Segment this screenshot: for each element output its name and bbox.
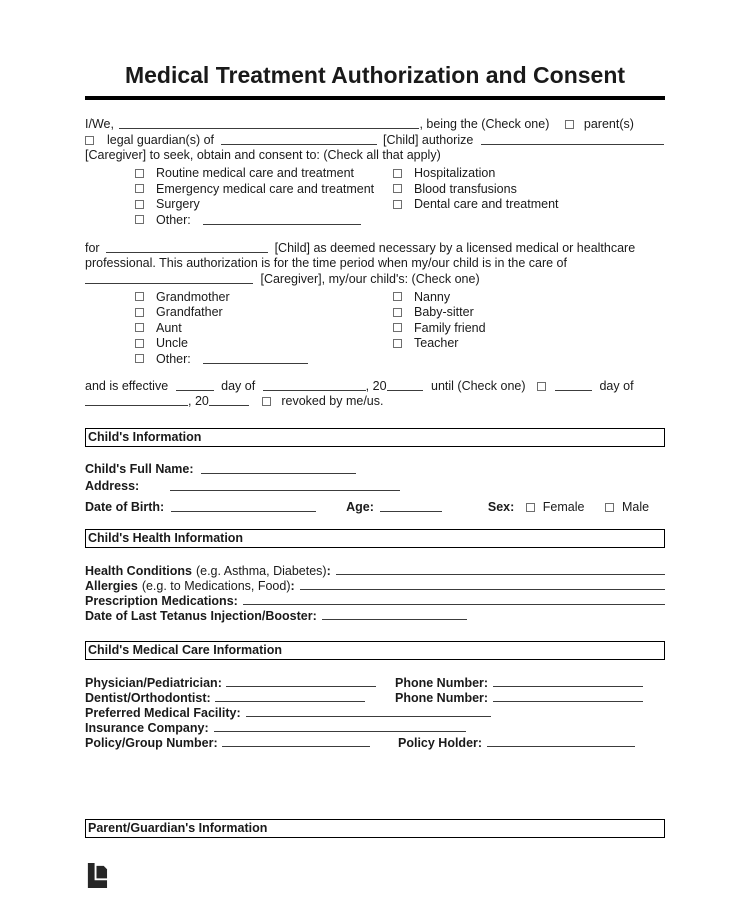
allergies-hint: (e.g. to Medications, Food) bbox=[141, 579, 291, 593]
being-checkone-label: , being the (Check one) bbox=[419, 117, 550, 131]
policy-holder-blank[interactable] bbox=[487, 737, 635, 747]
hospitalization-checkbox[interactable] bbox=[393, 169, 402, 178]
colon: : bbox=[326, 564, 331, 578]
policy-group-cell bbox=[85, 736, 398, 751]
tetanus-row bbox=[85, 609, 665, 624]
grandmother-checkbox[interactable] bbox=[135, 292, 144, 301]
effective-month-blank[interactable] bbox=[263, 381, 366, 391]
grandmother-label: Grandmother bbox=[156, 289, 230, 304]
title-rule bbox=[85, 96, 665, 100]
consent-other-label: Other: bbox=[156, 212, 191, 227]
relationship-row bbox=[135, 305, 665, 321]
until-dayof-label: day of bbox=[599, 378, 634, 393]
routine-care-checkbox[interactable] bbox=[135, 169, 144, 178]
aunt-checkbox[interactable] bbox=[135, 323, 144, 332]
facility-label: Preferred Medical Facility: bbox=[85, 706, 241, 720]
child-authorize-label: [Child] authorize bbox=[382, 132, 474, 147]
until-month-blank[interactable] bbox=[85, 396, 188, 406]
iwe-label: I/We, bbox=[85, 117, 114, 131]
uncle-label: Uncle bbox=[156, 336, 188, 351]
until-day-blank[interactable] bbox=[555, 381, 592, 391]
dentist-blank[interactable] bbox=[215, 692, 365, 702]
effective-line-2 bbox=[85, 394, 665, 410]
insurance-row bbox=[85, 721, 665, 736]
policy-row bbox=[85, 736, 665, 751]
physician-phone-blank[interactable] bbox=[493, 677, 643, 687]
blood-transfusions-checkbox[interactable] bbox=[393, 184, 402, 193]
policy-group-label: Policy/Group Number: bbox=[85, 736, 218, 750]
dentist-row bbox=[85, 691, 665, 706]
section-child-medical-care-information: Child's Medical Care Information bbox=[85, 641, 665, 660]
policy-holder-label: Policy Holder: bbox=[398, 736, 483, 750]
facility-blank[interactable] bbox=[246, 707, 491, 717]
medications-blank[interactable] bbox=[243, 595, 665, 605]
until-checkone-label: until (Check one) bbox=[431, 378, 526, 393]
hospitalization-label: Hospitalization bbox=[414, 166, 496, 181]
parents-label: parent(s) bbox=[583, 117, 634, 131]
insurance-label: Insurance Company: bbox=[85, 721, 209, 735]
consent-row bbox=[135, 166, 665, 182]
caregiver-name-blank[interactable] bbox=[481, 135, 664, 145]
legal-templates-logo bbox=[85, 862, 108, 892]
consent-row bbox=[135, 181, 665, 197]
tetanus-label: Date of Last Tetanus Injection/Booster: bbox=[85, 609, 317, 623]
age-label: Age: bbox=[346, 499, 374, 514]
section-child-health-information: Child's Health Information bbox=[85, 529, 665, 548]
grandfather-label: Grandfather bbox=[156, 305, 223, 320]
policy-group-blank[interactable] bbox=[222, 737, 370, 747]
surgery-label: Surgery bbox=[156, 197, 200, 212]
health-conditions-row bbox=[85, 564, 665, 579]
section-child-information: Child's Information bbox=[85, 428, 665, 447]
family-friend-checkbox[interactable] bbox=[393, 323, 402, 332]
medications-label: Prescription Medications: bbox=[85, 594, 238, 608]
insurance-blank[interactable] bbox=[214, 722, 466, 732]
revoked-checkbox[interactable] bbox=[262, 397, 271, 406]
colon: : bbox=[290, 579, 295, 593]
relationship-row bbox=[135, 320, 665, 336]
health-conditions-hint: (e.g. Asthma, Diabetes) bbox=[195, 564, 327, 578]
facility-row bbox=[85, 706, 665, 721]
physician-label: Physician/Pediatrician: bbox=[85, 676, 222, 690]
sex-label: Sex: bbox=[487, 499, 515, 514]
surgery-checkbox[interactable] bbox=[135, 200, 144, 209]
physician-row bbox=[85, 676, 665, 691]
dentist-cell bbox=[85, 691, 395, 706]
effective-dayof-label: day of bbox=[221, 378, 256, 393]
relationship-options bbox=[85, 289, 665, 367]
section-parent-guardian-information: Parent/Guardian's Information bbox=[85, 819, 665, 838]
dob-label: Date of Birth: bbox=[85, 499, 165, 514]
relationship-other-blank[interactable] bbox=[203, 354, 308, 364]
authorization-line-2: professional. This authorization is for the time period when my/our child is in the care of bbox=[85, 256, 567, 270]
consent-other-checkbox[interactable] bbox=[135, 215, 144, 224]
relationship-other-label: Other: bbox=[156, 351, 191, 366]
effective-prefix-label: and is effective bbox=[85, 378, 169, 393]
full-name-label: Child's Full Name: bbox=[85, 461, 194, 476]
uncle-checkbox[interactable] bbox=[135, 339, 144, 348]
effective-line-1 bbox=[85, 379, 665, 395]
teacher-label: Teacher bbox=[414, 336, 459, 351]
address-row bbox=[85, 479, 665, 495]
baby-sitter-label: Baby-sitter bbox=[414, 305, 474, 320]
address-blank[interactable] bbox=[170, 481, 400, 491]
legal-guardians-checkbox[interactable] bbox=[85, 136, 94, 145]
page-title: Medical Treatment Authorization and Consent bbox=[124, 62, 626, 88]
form-content bbox=[85, 62, 665, 838]
health-conditions-label: Health Conditions bbox=[85, 564, 192, 578]
male-checkbox[interactable] bbox=[605, 503, 614, 512]
child-full-name-blank[interactable] bbox=[201, 464, 356, 474]
dentist-label: Dentist/Orthodontist: bbox=[85, 691, 211, 705]
authorization-line-3 bbox=[85, 272, 665, 288]
child-clause-label: [Child] as deemed necessary by a licensed medical or healthcare bbox=[274, 240, 636, 255]
grandfather-checkbox[interactable] bbox=[135, 308, 144, 317]
authorization-line-1 bbox=[85, 241, 665, 257]
intro-line-1 bbox=[85, 117, 665, 133]
child-name-blank-2[interactable] bbox=[106, 243, 268, 253]
blood-transfusions-label: Blood transfusions bbox=[414, 181, 517, 196]
legal-guardians-label: legal guardian(s) of bbox=[107, 132, 215, 147]
address-label: Address: bbox=[85, 479, 140, 493]
allergies-blank[interactable] bbox=[300, 580, 665, 590]
dob-blank[interactable] bbox=[171, 502, 316, 512]
female-label: Female bbox=[542, 499, 585, 514]
consent-options bbox=[85, 166, 665, 228]
relationship-other-checkbox[interactable] bbox=[135, 354, 144, 363]
intro-line-2 bbox=[85, 133, 665, 149]
age-blank[interactable] bbox=[380, 502, 442, 512]
teacher-checkbox[interactable] bbox=[393, 339, 402, 348]
phone-number-label-2: Phone Number: bbox=[395, 691, 489, 705]
dob-row bbox=[85, 500, 665, 516]
allergies-label: Allergies bbox=[85, 579, 138, 593]
nanny-label: Nanny bbox=[414, 289, 451, 304]
aunt-label: Aunt bbox=[156, 320, 182, 335]
medications-row bbox=[85, 594, 665, 609]
consent-row bbox=[135, 197, 665, 213]
health-conditions-blank[interactable] bbox=[336, 565, 665, 575]
female-checkbox[interactable] bbox=[526, 503, 535, 512]
relationship-row bbox=[135, 336, 665, 352]
male-label: Male bbox=[621, 499, 650, 514]
emergency-care-checkbox[interactable] bbox=[135, 184, 144, 193]
effective-20-label: , 20 bbox=[365, 378, 387, 393]
intro-line-3: [Caregiver] to seek, obtain and consent to: (Check all that apply) bbox=[85, 148, 441, 162]
tetanus-blank[interactable] bbox=[322, 610, 467, 620]
emergency-care-label: Emergency medical care and treatment bbox=[156, 181, 375, 196]
for-label: for bbox=[85, 240, 100, 255]
phone-number-label: Phone Number: bbox=[395, 676, 489, 690]
relationship-row bbox=[135, 289, 665, 305]
effective-day-blank[interactable] bbox=[176, 381, 214, 391]
allergies-row bbox=[85, 579, 665, 594]
dentist-phone-blank[interactable] bbox=[493, 692, 643, 702]
revoked-label: revoked by me/us. bbox=[281, 394, 384, 408]
physician-blank[interactable] bbox=[226, 677, 376, 687]
family-friend-label: Family friend bbox=[414, 320, 486, 335]
caregiver-clause-label: [Caregiver], my/our child's: (Check one) bbox=[260, 271, 480, 286]
parents-checkbox[interactable] bbox=[565, 120, 574, 129]
until-20-label: , 20 bbox=[188, 394, 209, 408]
parents-names-blank[interactable] bbox=[119, 119, 419, 129]
consent-row bbox=[135, 212, 665, 228]
routine-care-label: Routine medical care and treatment bbox=[156, 166, 355, 181]
full-name-row bbox=[85, 462, 665, 478]
dental-care-label: Dental care and treatment bbox=[414, 197, 559, 212]
relationship-row bbox=[135, 351, 665, 367]
until-year-blank[interactable] bbox=[209, 396, 249, 406]
until-day-checkbox[interactable] bbox=[537, 382, 546, 391]
consent-other-blank[interactable] bbox=[203, 215, 361, 225]
caregiver-name-blank-2[interactable] bbox=[85, 274, 253, 284]
baby-sitter-checkbox[interactable] bbox=[393, 308, 402, 317]
nanny-checkbox[interactable] bbox=[393, 292, 402, 301]
dental-care-checkbox[interactable] bbox=[393, 200, 402, 209]
physician-cell bbox=[85, 676, 395, 691]
child-name-blank[interactable] bbox=[221, 135, 377, 145]
effective-year-blank[interactable] bbox=[387, 381, 423, 391]
